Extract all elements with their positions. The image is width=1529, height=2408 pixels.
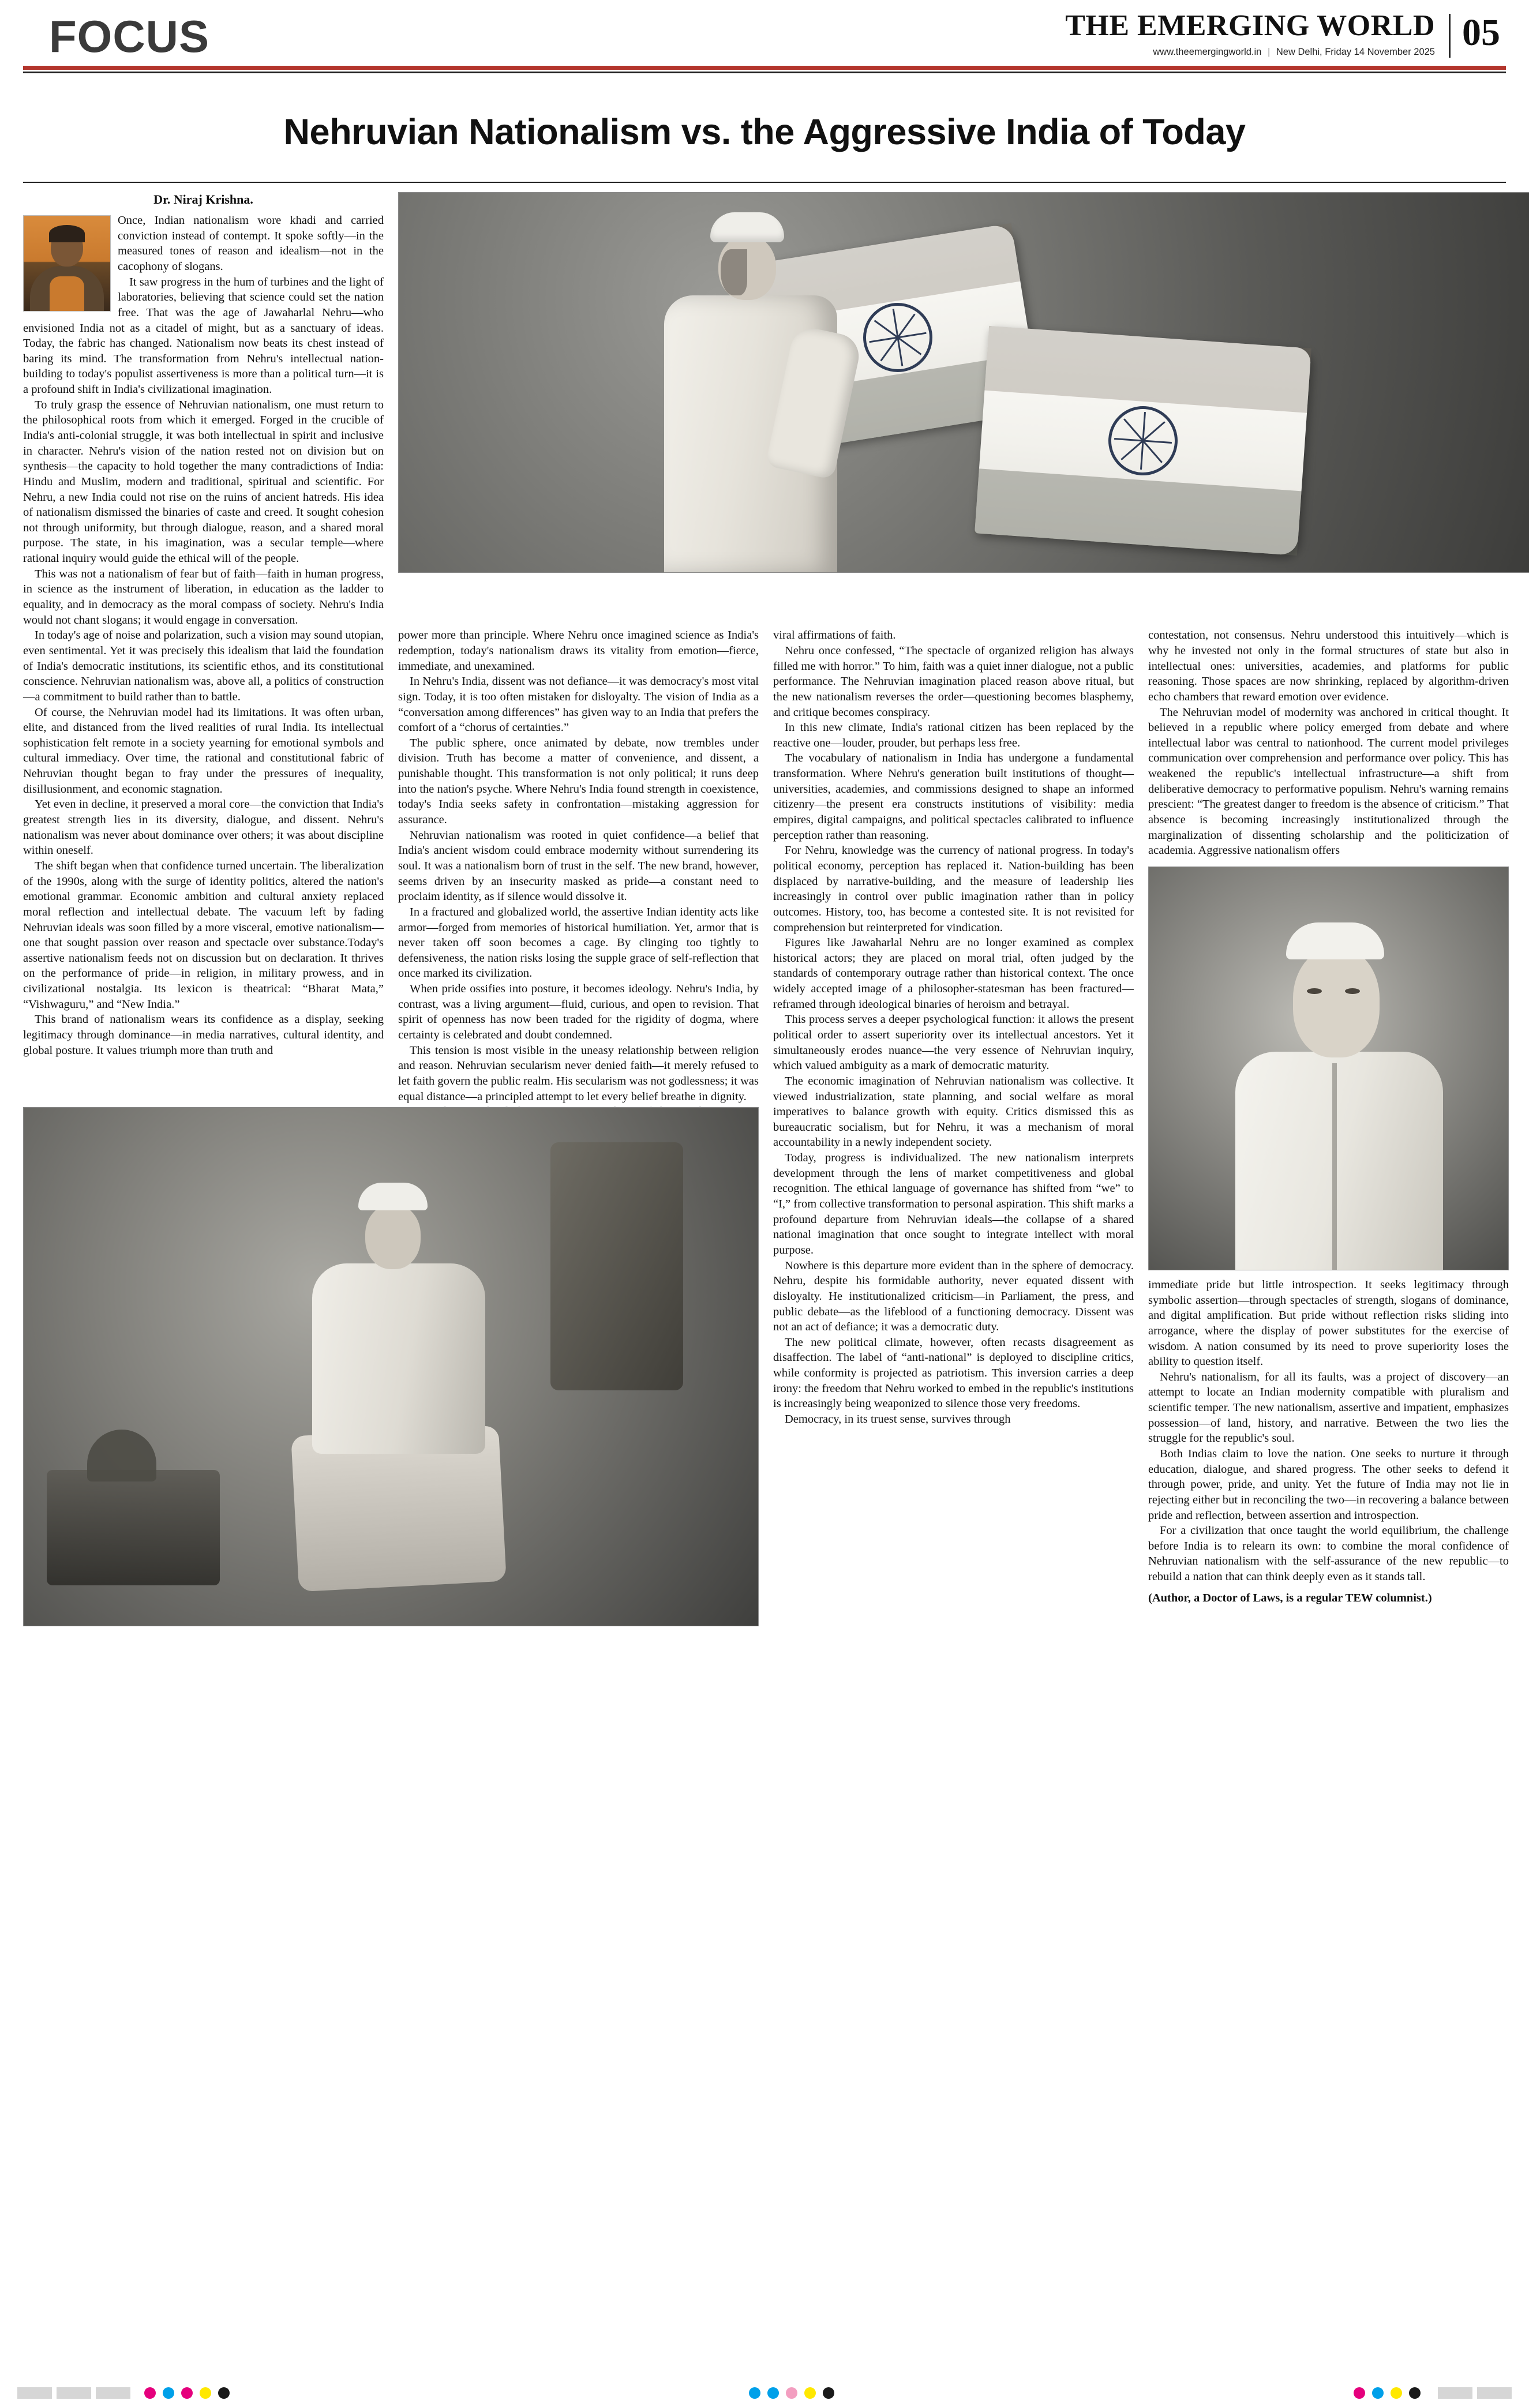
paragraph: For a civilization that once taught the world equilibrium, the challenge before India is to relearn its own: to combine the moral confidence of Nehruvian nationalism with the self-assurance of the new republic—to rebuild a nation that can think deeply even as it stands tall. (1148, 1524, 1509, 1584)
footer-dot (804, 2387, 816, 2399)
paragraph: Nehru's nationalism, for all its faults, was a project of discovery—an attempt to locate an Indian modernity compatible with pluralism and scientific temper. The new nationalism, assertive and impatient, emphasizes possession—of land, history, and narrative. Between the two lies the struggle for the republic's soul. (1148, 1370, 1509, 1445)
indian-flag-right (975, 326, 1311, 556)
paragraph: Nehruvian nationalism was rooted in quiet confidence—a belief that India's ancient wisdom could embrace modernity without surrendering its soul. It was a nationalism born of trust in the self. The new brand, however, seems driven by an insecurity masked as pride—a constant need to proclaim identity, as if silence would dissolve it. (398, 828, 759, 903)
footer-segment (1438, 2387, 1472, 2399)
paragraph: In today's age of noise and polarization, such a vision may sound utopian, even sentimental. Yet it was precisely this idealism that laid the foundation of India's democratic institutions, its scientific ethos, and its constitutional conscience. Nehruvian nationalism was, above all, a politics of construction—a commitment to build rather than to battle. (23, 629, 384, 703)
footer-dot (181, 2387, 193, 2399)
bottom-photo-wrap (23, 1107, 759, 1626)
paragraph: In Nehru's India, dissent was not defiance—it was democracy's most vital sign. Today, it is too often mistaken for disloyalty. The vision of India as a “conversation among differences” has given way to an India that prefers the comfort of a “chorus of certainties.” (398, 675, 759, 734)
footer-dot (767, 2387, 779, 2399)
footer-dot (218, 2387, 230, 2399)
paragraph: Today, progress is individualized. The new nationalism interprets development through the lens of market competitiveness and global recognition. The ethical language of governance has shifted from “we” to “I,” from collective transformation to personal aspiration. This shift marks a profound departure from Nehruvian ideals—the collapse of a shared national imagination that once sought to integrate intellect with moral purpose. (773, 1152, 1134, 1256)
column-1-top (23, 192, 384, 628)
paragraph: Of course, the Nehruvian model had its limitations. It was often urban, elite, and distanced from the lived realities of rural India. Its intellectual sophistication felt remote in a society yearning for emotional symbols and cultural immediacy. Over time, the rational and constitutional fabric of Nehruvian thought began to fray under the pressures of inequality, disillusionment, and economic stagnation. (23, 706, 384, 796)
paragraph: Nehru once confessed, “The spectacle of organized religion has always filled me with horror.” To him, faith was a quiet inner dialogue, not a public performance. The Nehruvian imagination placed reason above ritual, but the new nationalism reverses the order—questioning becomes blasphemy, and critique becomes conspiracy. (773, 644, 1134, 719)
paragraph: The economic imagination of Nehruvian nationalism was collective. It viewed industrialization, state planning, and social welfare as moral imperatives to balance growth with equity. Critics dismissed this as bureaucratic socialism, but for Nehru, it was a mechanism of moral accountability in a newly independent society. (773, 1074, 1134, 1149)
chair-back-shape (550, 1142, 683, 1390)
column-4 (1148, 628, 1509, 1606)
paragraph: The public sphere, once animated by debate, now trembles under division. Truth has become a matter of convenience, and dissent, a punishable thought. This transformation is not only political; it runs deep into the nation's psyche. Where Nehru's India found strength in coexistence, today's India seeks safety in confrontation—mistaking aggression for assurance. (398, 736, 759, 827)
footer-dot (163, 2387, 174, 2399)
paragraph: The vocabulary of nationalism in India has undergone a fundamental transformation. Where Nehru's generation built institutions of thought—universities, academies, and commissions designed to shape an informed citizenry—the present era constructs institutions of visibility: media empires, digital campaigns, and political spectacles calibrated to influence perception rather than reasoning. (773, 752, 1134, 842)
nehru-jacket-placket (1332, 1063, 1337, 1270)
page-number-wrap (1449, 11, 1500, 58)
subline-separator: | (1267, 46, 1271, 57)
footer-dot (1409, 2387, 1421, 2399)
footer-dot (1391, 2387, 1402, 2399)
footer-dot (786, 2387, 797, 2399)
nehru-torso-shape (312, 1263, 485, 1454)
masthead (0, 0, 1529, 60)
footer-dot (1354, 2387, 1365, 2399)
paragraph: The Nehruvian model of modernity was anchored in critical thought. It believed in a republic where policy emerged from debate and where intellectual labor was central to nationhood. The current model privileges communication over comprehension and performance over policy. This has weakened the republic's intellectual infrastructure—a shift from deliberative democracy to performative populism. Nehru's warning remains prescient: “The greatest danger to freedom is the absence of criticism.” That absence is becoming increasingly institutionalized through the marginalization of dissenting scholarship and the politicization of academia. Aggressive nationalism offers (1148, 706, 1509, 857)
footer-dot (823, 2387, 834, 2399)
nehru-face-shape (365, 1205, 421, 1269)
author-portrait-photo (23, 215, 111, 312)
footer-dot (1372, 2387, 1384, 2399)
top-block (23, 192, 1506, 628)
footer-dot (749, 2387, 760, 2399)
nehru-holding-indian-flags-photo (398, 192, 1529, 573)
paragraph: For Nehru, knowledge was the currency of national progress. In today's political economy, perception has replaced it. Nation-building has been displaced by narrative-building, and the measure of leadership lies increasingly in control over public imagination rather than in policy outcomes. History, too, has become a contested site. It is not revisited for comprehension but reinterpreted for vindication. (773, 844, 1134, 934)
paper-website: www.theemergingworld.in (1153, 46, 1262, 57)
gandhi-cap-shape (710, 212, 784, 242)
paragraph: contestation, not consensus. Nehru understood this intuitively—which is why he invested not only in the formal structures of state but also in intellectual ones: universities, academies, and platforms for public reasoning. Those spaces are now shrinking, replaced by algorithm-driven echo chambers that reward emotion over evidence. (1148, 629, 1509, 703)
flag-saffron-band (984, 326, 1311, 412)
paragraph: When pride ossifies into posture, it becomes ideology. Nehru's India, by contrast, was a living argument—fluid, curious, and open to revision. That spirit of openness has now been traded for the rigidity of dogma, where certainty is celebrated and doubt condemned. (398, 982, 759, 1041)
paper-subline (1065, 47, 1435, 58)
masthead-rule-black (23, 72, 1506, 73)
author-shawl-shape (50, 276, 84, 311)
paper-edition: New Delhi, Friday 14 November 2025 (1276, 46, 1435, 57)
desk-shape (47, 1470, 220, 1585)
paragraph: The shift began when that confidence turned uncertain. The liberalization of the 1990s, along with the surge of identity politics, altered the nation's emotional grammar. Economic ambition and cultural anxiety replaced moral reflection and intellectual debate. The vacuum left by fading Nehruvian ideals was soon filled by a more visceral, emotive nationalism—one that sought passion over reason and spectacle over substance.Today's assertive nationalism feeds not on discussion but on declaration. It thrives on the performance of pride—in religion, in military prowess, and in civilizational nostalgia. Its lexicon is theatrical: “Bharat Mata,” “Vishwaguru,” and “New India.” (23, 859, 384, 1011)
paragraph: This tension is most visible in the uneasy relationship between religion and reason. Nehruvian secularism never denied faith—it merely refused to let faith govern the public realm. His secularism was not godlessness; it was equal distance—a principled attempt to let every belief breathe in dignity. (398, 1044, 759, 1103)
gandhi-cap-shape (1286, 922, 1384, 959)
ashoka-chakra-icon (858, 298, 937, 377)
paragraph: In this new climate, India's rational citizen has been replaced by the reactive one—louder, prouder, but perhaps less free. (773, 721, 1134, 749)
paragraph: In a fractured and globalized world, the assertive Indian identity acts like armor—forged from memories of historical humiliation. Yet, armor that is never taken off soon becomes a cage. By clinging too tightly to defensiveness, the nation risks losing the supple grace of self-reflection that once marked its civilization. (398, 905, 759, 980)
column-3 (773, 628, 1134, 1606)
paragraph: Once, Indian nationalism wore khadi and carried conviction instead of contempt. It spoke softly—in the measured tones of reason and idealism—not in the cacophony of slogans. (118, 214, 384, 273)
paper-title: THE EMERGING WORLD (1065, 9, 1435, 42)
paragraph: This was not a nationalism of fear but of faith—faith in human progress, in science as the instrument of liberation, in education as the ladder to equality, and in democracy as the moral compass of society. Nehru's India would not chant slogans; it would engage in conversation. (23, 567, 384, 627)
ashoka-chakra-icon (1106, 404, 1180, 478)
paragraph: Democracy, in its truest sense, survives through (785, 1413, 1011, 1426)
section-label: FOCUS (49, 10, 209, 62)
top-photo-column (398, 192, 1529, 628)
byline: Dr. Niraj Krishna. (153, 192, 253, 207)
footer-segment (96, 2387, 130, 2399)
paragraph: This process serves a deeper psychological function: it allows the present political order to assert superiority over its intellectual ancestors. Yet it simultaneously erodes nuance—the very essence of Nehruvian inquiry, which valued ambiguity as a mark of democratic maturity. (773, 1013, 1134, 1072)
nehru-figure (272, 1183, 514, 1586)
paragraph: Both Indias claim to love the nation. One seeks to nurture it through education, dialogue, and shared progress. The other seeks to defend it through power, pride, and unity. Yet the future of India may not lie in rejecting either but in reconciling the two—in recovering a balance between pride and reflection, between assertion and introspection. (1148, 1447, 1509, 1522)
nehru-portrait-photo (1148, 867, 1509, 1270)
page-title: Nehruvian Nationalism vs. the Aggressive India of Today (283, 111, 1246, 152)
page-number: 05 (1462, 11, 1500, 54)
gandhi-cap-shape (358, 1183, 428, 1210)
nehru-seated-at-desk-photo (23, 1107, 759, 1626)
paragraph: This brand of nationalism wears its confidence as a display, seeking legitimacy through dominance—in media narratives, cultural identity, and global posture. It values triumph more than truth and (23, 1013, 384, 1057)
nehru-face-shape (1293, 948, 1380, 1057)
paragraph: viral affirmations of faith. (773, 629, 896, 642)
author-note: (Author, a Doctor of Laws, is a regular TEW columnist.) (1148, 1591, 1432, 1604)
nehru-eye-right (1345, 988, 1360, 994)
paragraph: immediate pride but little introspection. It seeks legitimacy through symbolic assertion—through spectacles of strength, slogans of dominance, and digital amplification. But pride without reflection risks sliding into arrogance, where the display of power substitutes for the exercise of wisdom. A nation consumed by its need to prove superiority loses the ability to question itself. (1148, 1278, 1509, 1368)
author-hair-shape (49, 225, 85, 242)
paragraph: power more than principle. Where Nehru once imagined science as India's redemption, today's nationalism draws its vitality from emotion—fierce, immediate, and unexamined. (398, 629, 759, 673)
footer-segment (17, 2387, 52, 2399)
nehru-jacket-shape (1235, 1052, 1443, 1270)
paragraph: The new political climate, however, often recasts disagreement as disaffection. The label of “anti-national” is deployed to discipline critics, while conformity is projected as patriotism. This inversion carries a deep irony: the freedom that Nehru worked to embed in the republic's institutions is increasingly being weaponized to silence those very freedoms. (773, 1336, 1134, 1411)
paper-identity (1065, 10, 1435, 58)
nehru-figure (641, 209, 849, 572)
paragraph: Nowhere is this departure more evident than in the sphere of democracy. Nehru, despite his formidable authority, never equated dissent with disloyalty. He institutionalized criticism—in Parliament, the press, and public debate—as the lifeblood of a functioning democracy. Dissent was not an act of defiance; it was a democratic duty. (773, 1259, 1134, 1334)
paragraph: It saw progress in the hum of turbines and the light of laboratories, believing that science could set the nation free. That was the age of Jawaharlal Nehru—who envisioned India not as a citadel of might, but as a sanctuary of ideas. Today, the fabric has changed. Nationalism now beats its chest instead of baring its mind. The transformation from Nehru's intellectual nation-building to today's populist assertiveness is more than a political turn—it is a profound shift in India's civilizational imagination. (23, 275, 384, 396)
nehru-eye-left (1307, 988, 1322, 994)
footer-color-bar (0, 2378, 1529, 2408)
paragraph: To truly grasp the essence of Nehruvian nationalism, one must return to the philosophical roots from which it emerged. Forged in the crucible of India's anti-colonial struggle, it was both intellectual in spirit and inclusive in character. Nehru's vision of the nation rested not on division but on synthesis—the capacity to hold together the many contradictions of India: Hindu and Muslim, modern and traditional, spiritual and scientific. For Nehru, a new India could not rise on the ruins of ancient hatreds. His idea of nationalism dismissed the binaries of caste and creed. It sought cohesion not through uniformity, but through dialogue, reason, and a shared moral purpose. The state, in his imagination, was a secular temple—where rational inquiry would guide the ethical will of the people. (23, 398, 384, 565)
flag-green-band (975, 469, 1301, 556)
lamp-shape (87, 1430, 156, 1481)
footer-dot (200, 2387, 211, 2399)
paragraph: Figures like Jawaharlal Nehru are no longer examined as complex historical actors; they are placed on moral trial, often judged by the standards of contemporary outrage rather than historical context. The once widely accepted image of a philosopher-statesman has been fractured—reframed through ideological binaries of heroism and betrayal. (773, 936, 1134, 1011)
footer-segment (1477, 2387, 1512, 2399)
footer-segment (57, 2387, 91, 2399)
masthead-rule-red (23, 66, 1506, 70)
paragraph: Yet even in decline, it preserved a moral core—the conviction that India's greatest strength lies in its diversity, dialogue, and dissent. Nehru's nationalism was never about dominance over others; it was about discipline within oneself. (23, 798, 384, 857)
article-body (0, 183, 1529, 1626)
footer-dot (144, 2387, 156, 2399)
nehru-face-shadow (721, 249, 747, 295)
masthead-right (1065, 10, 1506, 58)
